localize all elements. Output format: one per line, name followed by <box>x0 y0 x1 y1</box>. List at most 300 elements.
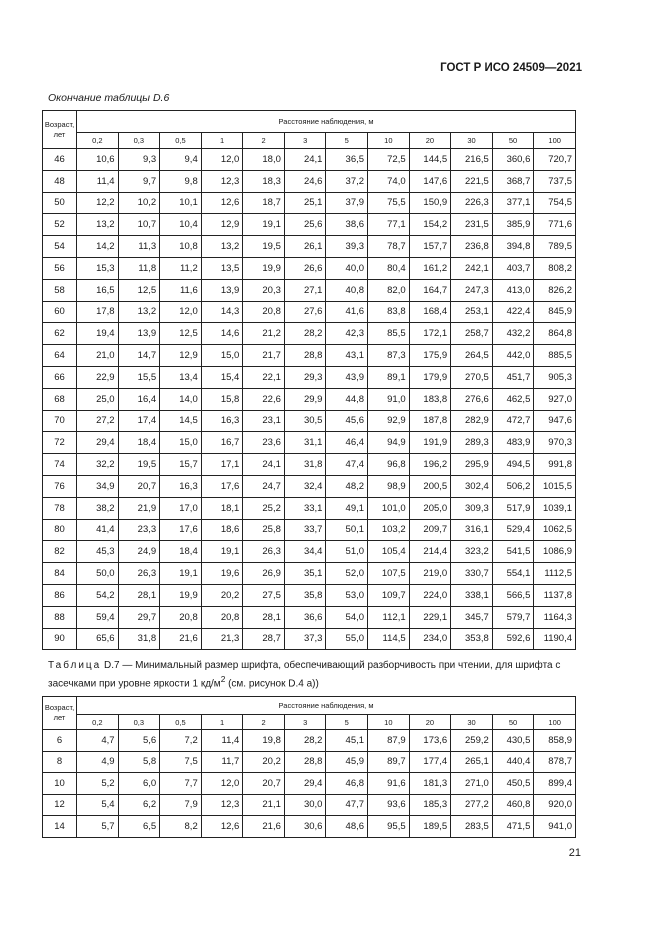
table-row <box>43 584 576 606</box>
value-cell: 517,9 <box>492 497 534 519</box>
value-cell: 42,3 <box>326 323 368 345</box>
value-cell: 18,6 <box>201 519 243 541</box>
value-cell: 403,7 <box>492 257 534 279</box>
value-cell: 6,2 <box>118 794 160 816</box>
age-cell: 88 <box>43 606 77 628</box>
age-cell: 52 <box>43 214 77 236</box>
value-cell: 46,8 <box>326 773 368 795</box>
value-cell: 253,1 <box>451 301 493 323</box>
value-cell: 5,2 <box>77 773 119 795</box>
value-cell: 4,9 <box>77 751 119 773</box>
value-cell: 19,9 <box>243 257 285 279</box>
value-cell: 29,9 <box>284 388 326 410</box>
value-cell: 19,1 <box>160 563 202 585</box>
value-cell: 18,7 <box>243 192 285 214</box>
value-cell: 191,9 <box>409 432 451 454</box>
table-row <box>43 192 576 214</box>
value-cell: 12,0 <box>160 301 202 323</box>
value-cell: 506,2 <box>492 475 534 497</box>
value-cell: 80,4 <box>368 257 410 279</box>
value-cell: 40,8 <box>326 279 368 301</box>
value-cell: 89,7 <box>368 751 410 773</box>
value-cell: 25,0 <box>77 388 119 410</box>
value-cell: 234,0 <box>409 628 451 650</box>
value-cell: 5,8 <box>118 751 160 773</box>
value-cell: 28,7 <box>243 628 285 650</box>
value-cell: 19,9 <box>160 584 202 606</box>
age-cell: 66 <box>43 366 77 388</box>
value-cell: 271,0 <box>451 773 493 795</box>
age-cell: 74 <box>43 454 77 476</box>
value-cell: 45,9 <box>326 751 368 773</box>
value-cell: 28,8 <box>284 751 326 773</box>
value-cell: 21,1 <box>243 794 285 816</box>
value-cell: 18,0 <box>243 149 285 171</box>
value-cell: 289,3 <box>451 432 493 454</box>
value-cell: 10,1 <box>160 192 202 214</box>
value-cell: 242,1 <box>451 257 493 279</box>
age-cell: 64 <box>43 345 77 367</box>
value-cell: 19,5 <box>243 236 285 258</box>
value-cell: 323,2 <box>451 541 493 563</box>
value-cell: 845,9 <box>534 301 576 323</box>
value-cell: 9,8 <box>160 170 202 192</box>
value-cell: 15,7 <box>160 454 202 476</box>
value-cell: 44,8 <box>326 388 368 410</box>
table-d6-caption: Окончание таблицы D.6 <box>48 92 170 104</box>
value-cell: 10,2 <box>118 192 160 214</box>
value-cell: 10,7 <box>118 214 160 236</box>
age-header: Возраст, лет <box>43 697 77 730</box>
value-cell: 33,1 <box>284 497 326 519</box>
value-cell: 91,6 <box>368 773 410 795</box>
value-cell: 33,7 <box>284 519 326 541</box>
value-cell: 353,8 <box>451 628 493 650</box>
value-cell: 14,7 <box>118 345 160 367</box>
value-cell: 28,2 <box>284 730 326 752</box>
value-cell: 22,6 <box>243 388 285 410</box>
table-row <box>43 279 576 301</box>
value-cell: 14,0 <box>160 388 202 410</box>
value-cell: 12,3 <box>201 794 243 816</box>
value-cell: 385,9 <box>492 214 534 236</box>
value-cell: 422,4 <box>492 301 534 323</box>
value-cell: 36,5 <box>326 149 368 171</box>
value-cell: 11,7 <box>201 751 243 773</box>
value-cell: 15,3 <box>77 257 119 279</box>
distance-header: 5 <box>326 715 368 730</box>
age-cell: 82 <box>43 541 77 563</box>
value-cell: 38,2 <box>77 497 119 519</box>
value-cell: 771,6 <box>534 214 576 236</box>
table-row <box>43 497 576 519</box>
value-cell: 41,6 <box>326 301 368 323</box>
value-cell: 85,5 <box>368 323 410 345</box>
value-cell: 258,7 <box>451 323 493 345</box>
value-cell: 20,8 <box>201 606 243 628</box>
value-cell: 45,3 <box>77 541 119 563</box>
value-cell: 29,3 <box>284 366 326 388</box>
age-cell: 6 <box>43 730 77 752</box>
value-cell: 112,1 <box>368 606 410 628</box>
value-cell: 48,2 <box>326 475 368 497</box>
table-row <box>43 149 576 171</box>
age-cell: 84 <box>43 563 77 585</box>
value-cell: 94,9 <box>368 432 410 454</box>
value-cell: 19,4 <box>77 323 119 345</box>
value-cell: 22,1 <box>243 366 285 388</box>
value-cell: 12,5 <box>160 323 202 345</box>
value-cell: 19,1 <box>201 541 243 563</box>
table-d7-caption: Таблица D.7 — Минимальный размер шрифта, обеспечивающий разборчивость при чтении, для шрифта с засечками при уровне яркости 1 $кд/м^2$ (см. рисунок D.4 a)) <box>48 660 561 689</box>
value-cell: 26,1 <box>284 236 326 258</box>
value-cell: 9,7 <box>118 170 160 192</box>
value-cell: 25,8 <box>243 519 285 541</box>
value-cell: 7,9 <box>160 794 202 816</box>
value-cell: 37,3 <box>284 628 326 650</box>
standard-header: ГОСТ Р ИСО 24509—2021 <box>440 62 582 74</box>
value-cell: 15,0 <box>201 345 243 367</box>
value-cell: 12,2 <box>77 192 119 214</box>
table-d6 <box>42 110 576 650</box>
value-cell: 789,5 <box>534 236 576 258</box>
value-cell: 187,8 <box>409 410 451 432</box>
value-cell: 29,4 <box>77 432 119 454</box>
value-cell: 11,8 <box>118 257 160 279</box>
value-cell: 221,5 <box>451 170 493 192</box>
value-cell: 1190,4 <box>534 628 576 650</box>
value-cell: 38,6 <box>326 214 368 236</box>
value-cell: 46,4 <box>326 432 368 454</box>
value-cell: 105,4 <box>368 541 410 563</box>
value-cell: 330,7 <box>451 563 493 585</box>
value-cell: 47,4 <box>326 454 368 476</box>
value-cell: 173,6 <box>409 730 451 752</box>
value-cell: 226,3 <box>451 192 493 214</box>
value-cell: 11,6 <box>160 279 202 301</box>
value-cell: 77,1 <box>368 214 410 236</box>
value-cell: 27,2 <box>77 410 119 432</box>
value-cell: 47,7 <box>326 794 368 816</box>
value-cell: 34,9 <box>77 475 119 497</box>
value-cell: 23,3 <box>118 519 160 541</box>
value-cell: 345,7 <box>451 606 493 628</box>
value-cell: 37,9 <box>326 192 368 214</box>
distance-header: 0,2 <box>77 133 119 149</box>
value-cell: 864,8 <box>534 323 576 345</box>
value-cell: 185,3 <box>409 794 451 816</box>
value-cell: 991,8 <box>534 454 576 476</box>
value-cell: 219,0 <box>409 563 451 585</box>
value-cell: 20,2 <box>243 751 285 773</box>
table-row <box>43 816 576 838</box>
value-cell: 175,9 <box>409 345 451 367</box>
distance-header: 3 <box>284 133 326 149</box>
value-cell: 21,9 <box>118 497 160 519</box>
distance-header: 20 <box>409 133 451 149</box>
value-cell: 24,1 <box>284 149 326 171</box>
value-cell: 947,6 <box>534 410 576 432</box>
value-cell: 205,0 <box>409 497 451 519</box>
value-cell: 189,5 <box>409 816 451 838</box>
value-cell: 236,8 <box>451 236 493 258</box>
value-cell: 109,7 <box>368 584 410 606</box>
table-row <box>43 475 576 497</box>
value-cell: 413,0 <box>492 279 534 301</box>
value-cell: 98,9 <box>368 475 410 497</box>
table-row <box>43 170 576 192</box>
value-cell: 91,0 <box>368 388 410 410</box>
value-cell: 95,5 <box>368 816 410 838</box>
value-cell: 101,0 <box>368 497 410 519</box>
distance-header: 100 <box>534 715 576 730</box>
value-cell: 16,3 <box>160 475 202 497</box>
age-cell: 14 <box>43 816 77 838</box>
value-cell: 17,6 <box>201 475 243 497</box>
value-cell: 12,0 <box>201 149 243 171</box>
value-cell: 1164,3 <box>534 606 576 628</box>
value-cell: 462,5 <box>492 388 534 410</box>
age-cell: 8 <box>43 751 77 773</box>
age-cell: 76 <box>43 475 77 497</box>
value-cell: 737,5 <box>534 170 576 192</box>
value-cell: 89,1 <box>368 366 410 388</box>
value-cell: 83,8 <box>368 301 410 323</box>
value-cell: 29,7 <box>118 606 160 628</box>
value-cell: 15,8 <box>201 388 243 410</box>
value-cell: 54,2 <box>77 584 119 606</box>
distance-header: 2 <box>243 715 285 730</box>
value-cell: 25,1 <box>284 192 326 214</box>
age-cell: 48 <box>43 170 77 192</box>
value-cell: 183,8 <box>409 388 451 410</box>
age-cell: 80 <box>43 519 77 541</box>
value-cell: 13,2 <box>201 236 243 258</box>
value-cell: 21,7 <box>243 345 285 367</box>
value-cell: 9,4 <box>160 149 202 171</box>
value-cell: 21,6 <box>160 628 202 650</box>
value-cell: 31,8 <box>118 628 160 650</box>
distance-header: 0,2 <box>77 715 119 730</box>
value-cell: 451,7 <box>492 366 534 388</box>
value-cell: 36,6 <box>284 606 326 628</box>
age-cell: 12 <box>43 794 77 816</box>
value-cell: 87,3 <box>368 345 410 367</box>
value-cell: 24,6 <box>284 170 326 192</box>
age-cell: 72 <box>43 432 77 454</box>
table-d7 <box>42 696 576 838</box>
value-cell: 181,3 <box>409 773 451 795</box>
value-cell: 78,7 <box>368 236 410 258</box>
value-cell: 19,5 <box>118 454 160 476</box>
value-cell: 53,0 <box>326 584 368 606</box>
distance-header: 0,3 <box>118 715 160 730</box>
value-cell: 21,0 <box>77 345 119 367</box>
value-cell: 82,0 <box>368 279 410 301</box>
value-cell: 970,3 <box>534 432 576 454</box>
age-cell: 46 <box>43 149 77 171</box>
value-cell: 5,7 <box>77 816 119 838</box>
value-cell: 13,4 <box>160 366 202 388</box>
value-cell: 59,4 <box>77 606 119 628</box>
value-cell: 45,6 <box>326 410 368 432</box>
value-cell: 360,6 <box>492 149 534 171</box>
value-cell: 5,4 <box>77 794 119 816</box>
value-cell: 13,5 <box>201 257 243 279</box>
table-row <box>43 388 576 410</box>
value-cell: 277,2 <box>451 794 493 816</box>
value-cell: 30,5 <box>284 410 326 432</box>
value-cell: 147,6 <box>409 170 451 192</box>
value-cell: 11,4 <box>201 730 243 752</box>
value-cell: 19,1 <box>243 214 285 236</box>
value-cell: 927,0 <box>534 388 576 410</box>
value-cell: 826,2 <box>534 279 576 301</box>
table-row <box>43 563 576 585</box>
value-cell: 39,3 <box>326 236 368 258</box>
value-cell: 107,5 <box>368 563 410 585</box>
age-cell: 90 <box>43 628 77 650</box>
value-cell: 12,5 <box>118 279 160 301</box>
value-cell: 13,2 <box>118 301 160 323</box>
value-cell: 430,5 <box>492 730 534 752</box>
value-cell: 16,5 <box>77 279 119 301</box>
age-cell: 58 <box>43 279 77 301</box>
value-cell: 1062,5 <box>534 519 576 541</box>
value-cell: 316,1 <box>451 519 493 541</box>
value-cell: 16,7 <box>201 432 243 454</box>
value-cell: 87,9 <box>368 730 410 752</box>
value-cell: 31,8 <box>284 454 326 476</box>
distance-header: 10 <box>368 715 410 730</box>
value-cell: 20,3 <box>243 279 285 301</box>
distance-header: 5 <box>326 133 368 149</box>
distance-header: 50 <box>492 715 534 730</box>
value-cell: 31,1 <box>284 432 326 454</box>
value-cell: 196,2 <box>409 454 451 476</box>
table-row <box>43 454 576 476</box>
value-cell: 14,6 <box>201 323 243 345</box>
value-cell: 11,3 <box>118 236 160 258</box>
value-cell: 74,0 <box>368 170 410 192</box>
value-cell: 9,3 <box>118 149 160 171</box>
value-cell: 247,3 <box>451 279 493 301</box>
value-cell: 43,9 <box>326 366 368 388</box>
table-row <box>43 323 576 345</box>
value-cell: 32,4 <box>284 475 326 497</box>
value-cell: 26,9 <box>243 563 285 585</box>
value-cell: 4,7 <box>77 730 119 752</box>
value-cell: 179,9 <box>409 366 451 388</box>
value-cell: 20,7 <box>243 773 285 795</box>
page-number: 21 <box>568 847 581 859</box>
value-cell: 41,4 <box>77 519 119 541</box>
value-cell: 26,3 <box>118 563 160 585</box>
value-cell: 154,2 <box>409 214 451 236</box>
value-cell: 1015,5 <box>534 475 576 497</box>
value-cell: 18,1 <box>201 497 243 519</box>
value-cell: 28,2 <box>284 323 326 345</box>
value-cell: 1039,1 <box>534 497 576 519</box>
value-cell: 13,9 <box>118 323 160 345</box>
value-cell: 282,9 <box>451 410 493 432</box>
distance-header: 30 <box>451 715 493 730</box>
distance-header: 0,5 <box>160 133 202 149</box>
table-row <box>43 214 576 236</box>
value-cell: 13,9 <box>201 279 243 301</box>
value-cell: 7,5 <box>160 751 202 773</box>
value-cell: 40,0 <box>326 257 368 279</box>
age-cell: 70 <box>43 410 77 432</box>
value-cell: 168,4 <box>409 301 451 323</box>
value-cell: 172,1 <box>409 323 451 345</box>
value-cell: 1137,8 <box>534 584 576 606</box>
table-row <box>43 301 576 323</box>
value-cell: 35,8 <box>284 584 326 606</box>
value-cell: 164,7 <box>409 279 451 301</box>
value-cell: 808,2 <box>534 257 576 279</box>
value-cell: 12,9 <box>160 345 202 367</box>
table-row <box>43 541 576 563</box>
table-row <box>43 751 576 773</box>
value-cell: 29,4 <box>284 773 326 795</box>
value-cell: 16,3 <box>201 410 243 432</box>
value-cell: 13,2 <box>77 214 119 236</box>
value-cell: 14,2 <box>77 236 119 258</box>
age-cell: 56 <box>43 257 77 279</box>
value-cell: 48,6 <box>326 816 368 838</box>
value-cell: 12,6 <box>201 192 243 214</box>
age-cell: 78 <box>43 497 77 519</box>
value-cell: 20,7 <box>118 475 160 497</box>
value-cell: 161,2 <box>409 257 451 279</box>
value-cell: 720,7 <box>534 149 576 171</box>
value-cell: 72,5 <box>368 149 410 171</box>
value-cell: 18,4 <box>160 541 202 563</box>
value-cell: 264,5 <box>451 345 493 367</box>
value-cell: 15,5 <box>118 366 160 388</box>
value-cell: 17,6 <box>160 519 202 541</box>
value-cell: 554,1 <box>492 563 534 585</box>
age-cell: 60 <box>43 301 77 323</box>
value-cell: 440,4 <box>492 751 534 773</box>
value-cell: 28,1 <box>118 584 160 606</box>
value-cell: 19,6 <box>201 563 243 585</box>
value-cell: 65,6 <box>77 628 119 650</box>
value-cell: 43,1 <box>326 345 368 367</box>
value-cell: 541,5 <box>492 541 534 563</box>
value-cell: 25,2 <box>243 497 285 519</box>
value-cell: 10,4 <box>160 214 202 236</box>
value-cell: 432,2 <box>492 323 534 345</box>
value-cell: 144,5 <box>409 149 451 171</box>
value-cell: 529,4 <box>492 519 534 541</box>
table-row <box>43 257 576 279</box>
value-cell: 12,6 <box>201 816 243 838</box>
value-cell: 16,4 <box>118 388 160 410</box>
table-row <box>43 410 576 432</box>
value-cell: 92,9 <box>368 410 410 432</box>
value-cell: 21,2 <box>243 323 285 345</box>
value-cell: 28,8 <box>284 345 326 367</box>
value-cell: 941,0 <box>534 816 576 838</box>
value-cell: 579,7 <box>492 606 534 628</box>
value-cell: 18,3 <box>243 170 285 192</box>
value-cell: 1086,9 <box>534 541 576 563</box>
value-cell: 450,5 <box>492 773 534 795</box>
value-cell: 75,5 <box>368 192 410 214</box>
value-cell: 10,6 <box>77 149 119 171</box>
